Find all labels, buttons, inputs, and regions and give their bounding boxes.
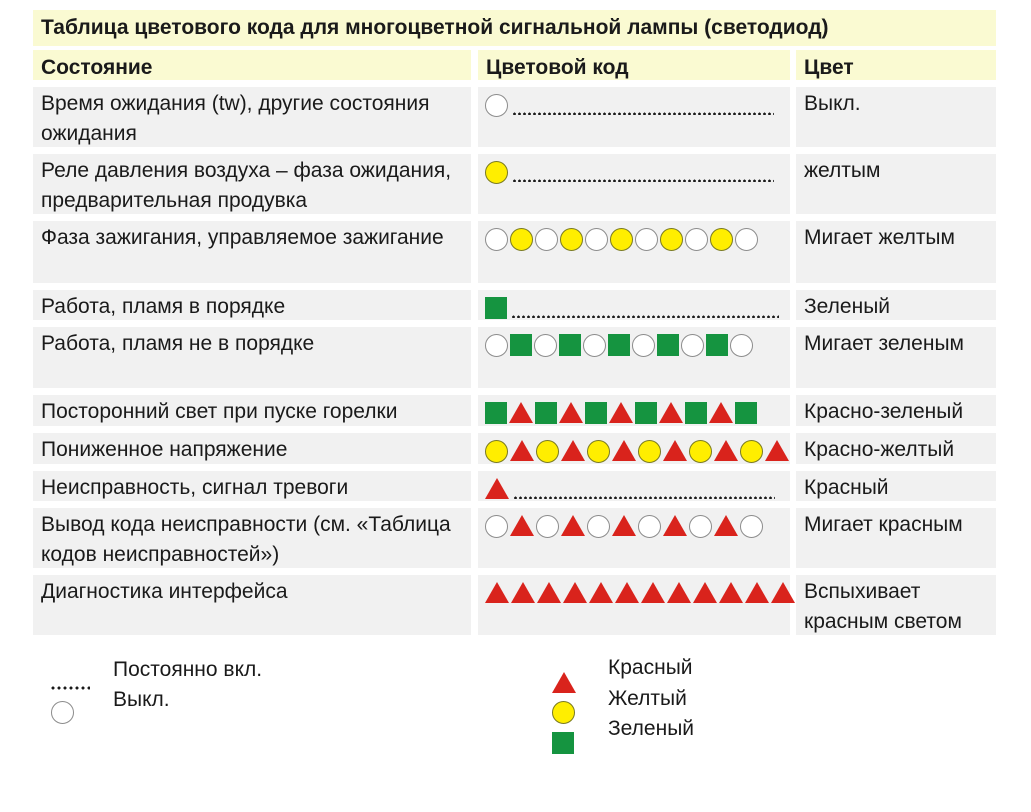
row-state: Пониженное напряжение: [33, 433, 471, 464]
red-triangle-icon: [485, 582, 509, 603]
off-circle-icon: [632, 334, 655, 357]
color-code-sequence: [484, 333, 784, 357]
row-color: Вспыхивает красным светом: [796, 575, 996, 635]
red-triangle-icon: [589, 582, 613, 603]
row-state: Посторонний свет при пуске горелки: [33, 395, 471, 426]
red-triangle-icon: [719, 582, 743, 603]
row-color: Мигает желтым: [796, 221, 996, 283]
steady-on-dots-icon: [512, 179, 774, 182]
green-square-icon: [635, 402, 657, 424]
row-state: Реле давления воздуха – фаза ожидания, предварительная продувка: [33, 154, 471, 214]
off-circle-icon: [638, 515, 661, 538]
row-color: Выкл.: [796, 87, 996, 147]
off-circle-icon: [536, 515, 559, 538]
legend-red-label: Красный: [608, 656, 693, 679]
green-square-icon: [735, 402, 757, 424]
row-color-code: [478, 154, 790, 214]
color-code-sequence: [484, 160, 784, 184]
steady-on-dots-icon: [511, 315, 779, 318]
row-color-code: [478, 508, 790, 568]
off-circle-icon: [485, 94, 508, 117]
red-triangle-icon: [537, 582, 561, 603]
row-color: Мигает зеленым: [796, 327, 996, 388]
row-color: Красный: [796, 471, 996, 501]
legend-green-label: Зеленый: [608, 717, 695, 740]
green-square-icon: [706, 334, 728, 356]
color-code-sequence: [484, 227, 784, 251]
red-triangle-icon: [561, 440, 585, 461]
red-triangle-icon: [615, 582, 639, 603]
steady-on-dots-icon: [512, 112, 774, 115]
header-color-code: Цветовой код: [478, 50, 790, 80]
off-circle-icon: [485, 515, 508, 538]
yellow-circle-icon: [560, 228, 583, 251]
legend-off-label: Выкл.: [113, 688, 170, 711]
red-triangle-icon: [510, 440, 534, 461]
red-triangle-icon: [745, 582, 769, 603]
green-square-icon: [485, 297, 507, 319]
color-code-sequence: [484, 514, 784, 538]
green-square-icon: [608, 334, 630, 356]
green-square-icon: [559, 334, 581, 356]
red-triangle-icon: [612, 515, 636, 536]
red-triangle-icon: [714, 440, 738, 461]
off-circle-icon: [740, 515, 763, 538]
row-color: Зеленый: [796, 290, 996, 320]
row-state: Вывод кода неисправности (см. «Таблица кодов неисправностей»): [33, 508, 471, 568]
red-triangle-icon: [709, 402, 733, 423]
green-square-icon: [510, 334, 532, 356]
red-triangle-icon: [552, 672, 576, 693]
color-code-sequence: [484, 296, 784, 320]
red-triangle-icon: [641, 582, 665, 603]
red-triangle-icon: [765, 440, 789, 461]
off-circle-icon: [587, 515, 610, 538]
yellow-circle-icon: [552, 701, 575, 724]
yellow-circle-icon: [689, 440, 712, 463]
header-state: Состояние: [33, 50, 471, 80]
row-state: Время ожидания (tw), другие состояния ожидания: [33, 87, 471, 147]
red-triangle-icon: [693, 582, 717, 603]
off-circle-icon: [689, 515, 712, 538]
off-circle-icon: [51, 701, 74, 724]
row-color: Мигает красным: [796, 508, 996, 568]
row-color: Красно-зеленый: [796, 395, 996, 426]
green-square-icon: [485, 402, 507, 424]
off-circle-icon: [535, 228, 558, 251]
red-triangle-icon: [771, 582, 795, 603]
off-circle-icon: [635, 228, 658, 251]
red-triangle-icon: [485, 478, 509, 499]
color-code-sequence: [484, 581, 784, 605]
red-triangle-icon: [559, 402, 583, 423]
red-triangle-icon: [509, 402, 533, 423]
color-code-sequence: [484, 477, 784, 501]
red-triangle-icon: [659, 402, 683, 423]
color-code-sequence: [484, 401, 784, 425]
legend-yellow-label: Желтый: [608, 687, 687, 710]
row-state: Неисправность, сигнал тревоги: [33, 471, 471, 501]
row-color-code: [478, 433, 790, 464]
steady-on-dots-icon: [513, 496, 775, 499]
off-circle-icon: [485, 334, 508, 357]
off-circle-icon: [585, 228, 608, 251]
row-color-code: [478, 87, 790, 147]
row-color-code: [478, 327, 790, 388]
red-triangle-icon: [667, 582, 691, 603]
yellow-circle-icon: [485, 440, 508, 463]
yellow-circle-icon: [510, 228, 533, 251]
header-color: Цвет: [796, 50, 996, 80]
row-color-code: [478, 575, 790, 635]
off-circle-icon: [735, 228, 758, 251]
row-state: Работа, пламя не в порядке: [33, 327, 471, 388]
steady-on-dots-icon: [50, 686, 90, 690]
off-circle-icon: [685, 228, 708, 251]
yellow-circle-icon: [740, 440, 763, 463]
off-circle-icon: [485, 228, 508, 251]
off-circle-icon: [681, 334, 704, 357]
off-circle-icon: [583, 334, 606, 357]
row-state: Работа, пламя в порядке: [33, 290, 471, 320]
row-color-code: [478, 221, 790, 283]
row-state: Фаза зажигания, управляемое зажигание: [33, 221, 471, 283]
row-color-code: [478, 471, 790, 501]
off-circle-icon: [534, 334, 557, 357]
yellow-circle-icon: [710, 228, 733, 251]
red-triangle-icon: [511, 582, 535, 603]
red-triangle-icon: [510, 515, 534, 536]
legend-steady-on-label: Постоянно вкл.: [113, 658, 263, 681]
red-triangle-icon: [714, 515, 738, 536]
red-triangle-icon: [663, 515, 687, 536]
yellow-circle-icon: [536, 440, 559, 463]
red-triangle-icon: [663, 440, 687, 461]
row-color: желтым: [796, 154, 996, 214]
red-triangle-icon: [561, 515, 585, 536]
green-square-icon: [685, 402, 707, 424]
yellow-circle-icon: [485, 161, 508, 184]
red-triangle-icon: [609, 402, 633, 423]
row-state: Диагностика интерфейса: [33, 575, 471, 635]
red-triangle-icon: [563, 582, 587, 603]
yellow-circle-icon: [587, 440, 610, 463]
green-square-icon: [657, 334, 679, 356]
color-code-sequence: [484, 93, 784, 117]
green-square-icon: [552, 732, 574, 754]
yellow-circle-icon: [610, 228, 633, 251]
row-color-code: [478, 290, 790, 320]
yellow-circle-icon: [638, 440, 661, 463]
yellow-circle-icon: [660, 228, 683, 251]
color-code-sequence: [484, 439, 784, 463]
red-triangle-icon: [612, 440, 636, 461]
table-title: Таблица цветового кода для многоцветной сигнальной лампы (светодиод): [33, 10, 996, 46]
row-color: Красно-желтый: [796, 433, 996, 464]
off-circle-icon: [730, 334, 753, 357]
green-square-icon: [535, 402, 557, 424]
green-square-icon: [585, 402, 607, 424]
row-color-code: [478, 395, 790, 426]
